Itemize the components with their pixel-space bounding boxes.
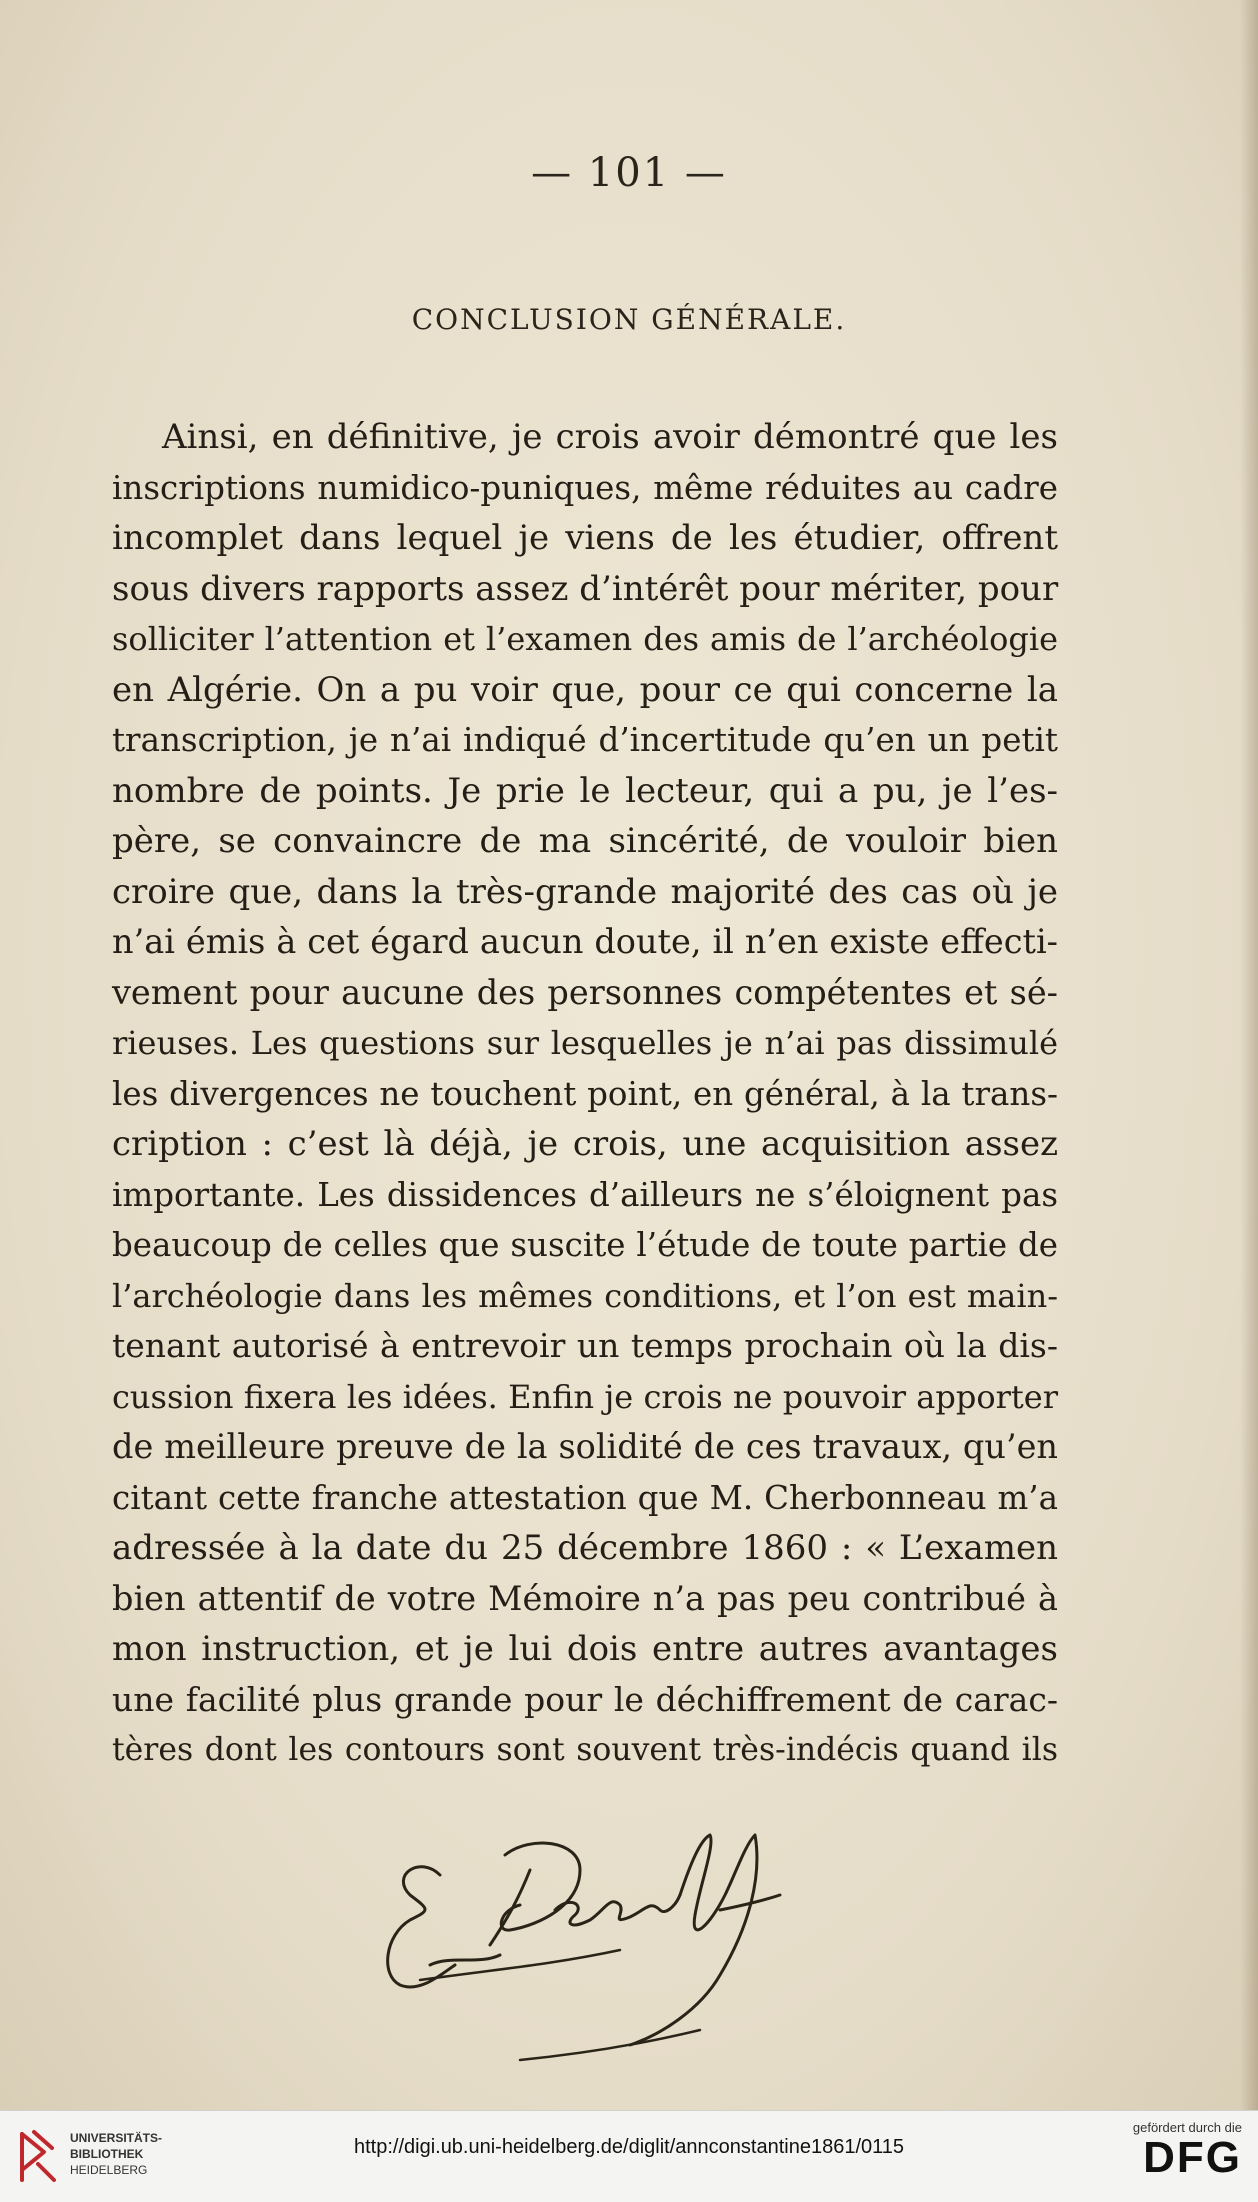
text-line: cussion fixera les idées. Enfin je crois ne pouvoir apporter xyxy=(112,1377,1058,1416)
library-line-2: BIBLIOTHEK xyxy=(70,2147,144,2161)
text-line: croire que, dans la très-grande majorité des cas où je xyxy=(112,871,1058,912)
text-line: père, se convaincre de ma sincérité, de vouloir bien xyxy=(112,821,1058,861)
library-line-3: HEIDELBERG xyxy=(70,2163,148,2177)
text-line: l’archéologie dans les mêmes conditions, et l’on est main- xyxy=(112,1276,1058,1315)
page-number: — 101 — xyxy=(531,150,727,196)
funding-credit xyxy=(1133,2120,1242,2181)
text-line: de meilleure preuve de la solidité de ces travaux, qu’en xyxy=(112,1427,1058,1466)
text-line: inscriptions numidico-puniques, même réduites au cadre xyxy=(112,468,1058,507)
handwritten-signature xyxy=(370,1815,850,2085)
text-line: tères dont les contours sont souvent très-indécis quand ils xyxy=(112,1732,1058,1768)
text-line: nombre de points. Je prie le lecteur, qui a pu, je l’es- xyxy=(112,770,1058,811)
library-line-1: UNIVERSITÄTS- xyxy=(70,2131,163,2145)
text-line: mon instruction, et je lui dois entre autres avantages xyxy=(112,1629,1058,1669)
text-line: incomplet dans lequel je viens de les étudier, offrent xyxy=(112,518,1058,558)
text-line: beaucoup de celles que suscite l’étude de toute partie de xyxy=(112,1226,1058,1264)
funding-label: gefördert durch die xyxy=(1132,2120,1242,2135)
text-line: une facilité plus grande pour le déchiffrement de carac- xyxy=(112,1679,1058,1719)
text-line: solliciter l’attention et l’examen des amis de l’archéologie xyxy=(112,620,1058,658)
text-line: bien attentif de votre Mémoire n’a pas peu contribué à xyxy=(112,1578,1058,1618)
text-line: citant cette franche attestation que M. Cherbonneau m’a xyxy=(112,1478,1058,1517)
section-heading: CONCLUSION GÉNÉRALE. xyxy=(411,303,847,336)
text-line: les divergences ne touchent point, en général, à la trans- xyxy=(112,1074,1058,1113)
text-line: tenant autorisé à entrevoir un temps prochain où la dis- xyxy=(112,1326,1058,1365)
text-line: rieuses. Les questions sur lesquelles je n’ai pas dissimulé xyxy=(112,1024,1058,1062)
permalink-url[interactable]: http://digi.ub.uni-heidelberg.de/diglit/annconstantine1861/0115 xyxy=(353,2136,905,2158)
text-line: n’ai émis à cet égard aucun doute, il n’en existe effecti- xyxy=(112,922,1058,961)
text-line: vement pour aucune des personnes compétentes et sé- xyxy=(112,972,1058,1012)
text-line: en Algérie. On a pu voir que, pour ce qui concerne la xyxy=(112,669,1058,710)
text-line: importante. Les dissidences d’ailleurs ne s’éloignent pas xyxy=(112,1175,1058,1214)
body-text xyxy=(112,412,1058,1776)
text-line: sous divers rapports assez d’intérêt pour mériter, pour xyxy=(112,568,1059,609)
text-line: cription : c’est là déjà, je crois, une acquisition assez xyxy=(112,1124,1058,1164)
text-line: transcription, je n’ai indiqué d’incertitude qu’en un petit xyxy=(112,721,1058,759)
text-line: adressée à la date du 25 décembre 1860 : « L’examen xyxy=(112,1528,1058,1568)
text-line: Ainsi, en définitive, je crois avoir démontré que les xyxy=(162,417,1058,457)
dfg-logo: DFG xyxy=(1143,2133,1242,2182)
